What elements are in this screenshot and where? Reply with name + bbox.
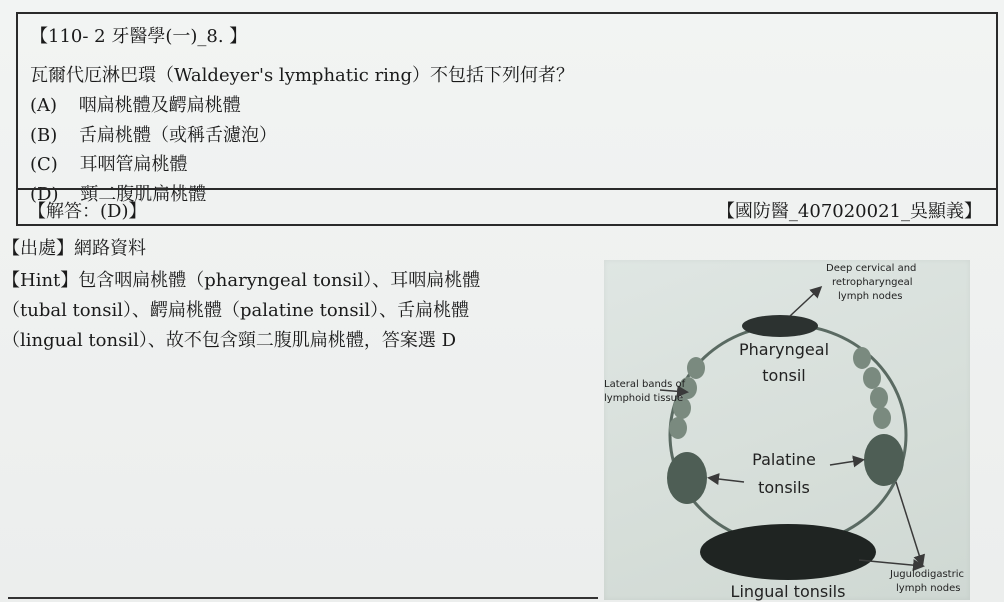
- label-line: Deep cervical and: [826, 263, 917, 274]
- pharyngeal-tonsil-shape: [742, 315, 818, 337]
- hint-line: 【Hint】包含咽扁桃體（pharyngeal tonsil）、耳咽扁桃體: [2, 270, 481, 291]
- label-line: lymphoid tissue: [604, 393, 684, 404]
- option-label: (C): [30, 154, 58, 175]
- label-line: tonsils: [758, 478, 810, 497]
- palatine-tonsil-right-shape: [864, 434, 904, 486]
- label-palatine-tonsils: [732, 450, 836, 498]
- label-line: Lateral bands of: [604, 379, 686, 390]
- lingual-tonsil-shape: [700, 524, 876, 580]
- label-line: Palatine: [752, 450, 816, 469]
- option-label: (A): [30, 95, 58, 116]
- palatine-tonsil-left-shape: [667, 452, 707, 504]
- arrow-to-jugulodigastric: [896, 482, 922, 564]
- option-text: 耳咽管扁桃體: [79, 154, 188, 175]
- option-text: 頸二腹肌扁桃體: [80, 184, 207, 205]
- option-b: [30, 121, 277, 147]
- author-text: 【國防醫_407020021_吳顯義】: [716, 201, 982, 222]
- source-text: 【出處】網路資料: [2, 238, 146, 259]
- label-line: Jugulodigastric: [890, 569, 964, 580]
- label-lateral-bands: [604, 378, 685, 406]
- answer-text: 【解答：(D)】: [28, 201, 147, 222]
- label-line: lymph nodes: [896, 583, 961, 594]
- ring-illustration: [604, 260, 970, 600]
- label-line: tonsil: [762, 366, 806, 385]
- label-pharyngeal-tonsil: [732, 340, 836, 386]
- lateral-band-node: [863, 367, 881, 389]
- hint-paragraph: [2, 266, 582, 356]
- hint-line: （lingual tonsil）、故不包含頸二腹肌扁桃體，答案選 D: [2, 330, 456, 351]
- label-jugulodigastric: [890, 568, 964, 596]
- answer-bar: [16, 188, 998, 226]
- question-box: [16, 12, 998, 205]
- bottom-divider: [8, 597, 598, 599]
- label-line: retropharyngeal: [832, 277, 913, 288]
- label-line: lymph nodes: [838, 291, 903, 302]
- label-deep-cervical: [826, 262, 916, 304]
- lateral-band-node: [870, 387, 888, 409]
- waldeyer-ring-diagram: [604, 260, 970, 600]
- option-label: (B): [30, 125, 58, 146]
- option-text: 咽扁桃體及齶扁桃體: [78, 95, 241, 116]
- label-lingual-tonsils: Lingual tonsils: [730, 582, 846, 601]
- question-header: 【110- 2 牙醫學(一)_8. 】: [30, 26, 248, 47]
- option-label: (D): [30, 184, 59, 205]
- question-stem: 瓦爾代厄淋巴環（Waldeyer's lymphatic ring）不包括下列何者？: [30, 65, 575, 86]
- arrow-to-deep-cervical: [790, 288, 820, 316]
- option-text: 舌扁桃體（或稱舌濾泡）: [79, 125, 278, 146]
- lateral-band-node: [669, 417, 687, 439]
- option-a: [30, 91, 241, 117]
- lateral-band-node: [687, 357, 705, 379]
- lateral-band-node: [873, 407, 891, 429]
- lateral-band-node: [853, 347, 871, 369]
- option-c: [30, 150, 188, 176]
- hint-line: （tubal tonsil）、齶扁桃體（palatine tonsil）、舌扁桃體: [2, 300, 470, 321]
- label-line: Pharyngeal: [738, 340, 830, 359]
